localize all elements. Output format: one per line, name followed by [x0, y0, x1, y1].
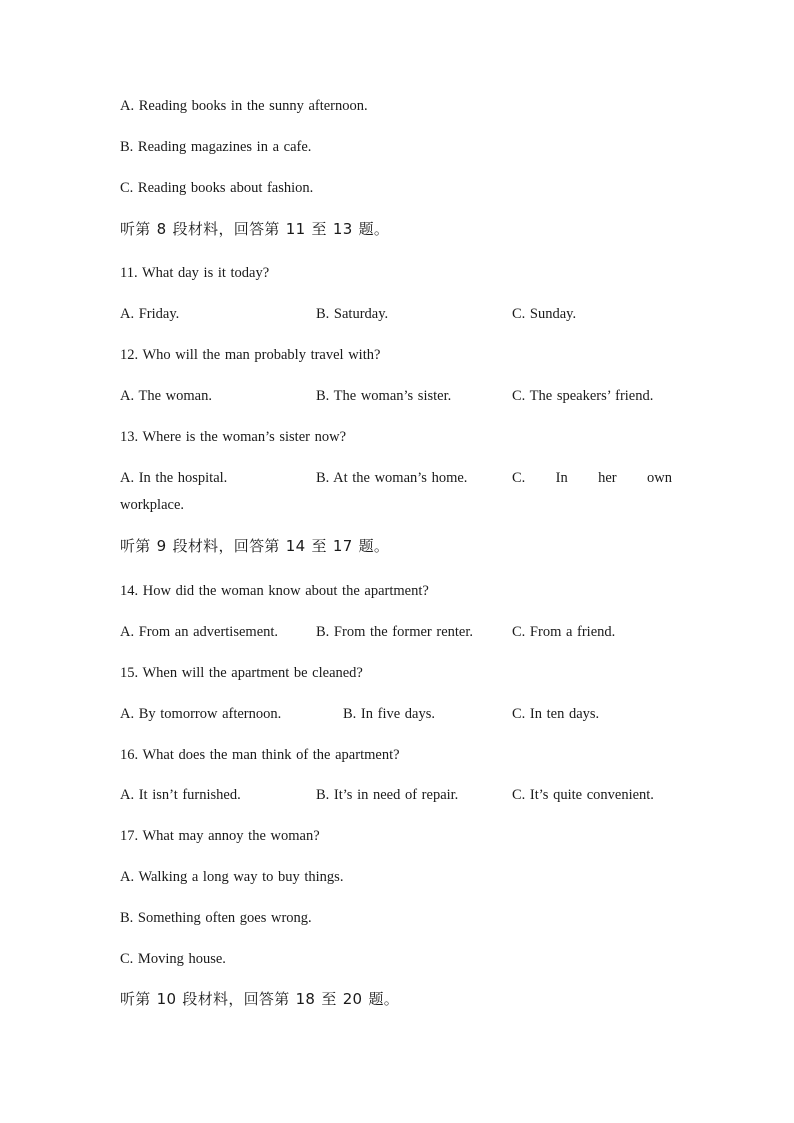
q13-c-word: own [646, 470, 672, 486]
q16-option-c: C. It’s quite convenient. [512, 787, 654, 803]
q11-option-c: C. Sunday. [512, 306, 577, 322]
q13-c-word: C. [512, 470, 526, 486]
option-a-top: A. Reading books in the sunny afternoon. [120, 98, 368, 114]
option-b-top: B. Reading magazines in a cafe. [120, 139, 312, 155]
q13-option-c-continued: workplace. [120, 497, 185, 513]
q17-option-b: B. Something often goes wrong. [120, 910, 312, 926]
q13-option-b: B. At the woman’s home. [316, 470, 468, 486]
q15-option-c: C. In ten days. [512, 706, 600, 722]
section-9-heading: 听第 9 段材料，回答第 14 至 17 题。 [120, 537, 390, 555]
question-15: 15. When will the apartment be cleaned? [120, 665, 363, 681]
question-17: 17. What may annoy the woman? [120, 828, 320, 844]
q16-option-b: B. It’s in need of repair. [316, 787, 459, 803]
question-13: 13. Where is the woman’s sister now? [120, 429, 347, 445]
question-12: 12. Who will the man probably travel with? [120, 347, 381, 363]
q13-c-word: her [598, 470, 617, 486]
q14-option-c: C. From a friend. [512, 624, 616, 640]
q16-option-a: A. It isn’t furnished. [120, 787, 241, 803]
q13-option-c [512, 469, 672, 487]
q15-option-a: A. By tomorrow afternoon. [120, 706, 282, 722]
q14-option-b: B. From the former renter. [316, 624, 474, 640]
q15-option-b: B. In five days. [343, 706, 435, 722]
q11-option-a: A. Friday. [120, 306, 180, 322]
section-10-heading: 听第 10 段材料，回答第 18 至 20 题。 [120, 990, 400, 1008]
q12-option-b: B. The woman’s sister. [316, 388, 452, 404]
question-16: 16. What does the man think of the apartment? [120, 747, 400, 763]
q11-option-b: B. Saturday. [316, 306, 389, 322]
q14-option-a: A. From an advertisement. [120, 624, 279, 640]
option-c-top: C. Reading books about fashion. [120, 180, 314, 196]
q12-option-c: C. The speakers’ friend. [512, 388, 654, 404]
q13-c-word: In [555, 470, 568, 486]
q17-option-a: A. Walking a long way to buy things. [120, 869, 344, 885]
q17-option-c: C. Moving house. [120, 951, 226, 967]
q13-option-a: A. In the hospital. [120, 470, 228, 486]
question-14: 14. How did the woman know about the apartment? [120, 583, 429, 599]
q12-option-a: A. The woman. [120, 388, 212, 404]
question-11: 11. What day is it today? [120, 265, 270, 281]
section-8-heading: 听第 8 段材料，回答第 11 至 13 题。 [120, 220, 390, 238]
